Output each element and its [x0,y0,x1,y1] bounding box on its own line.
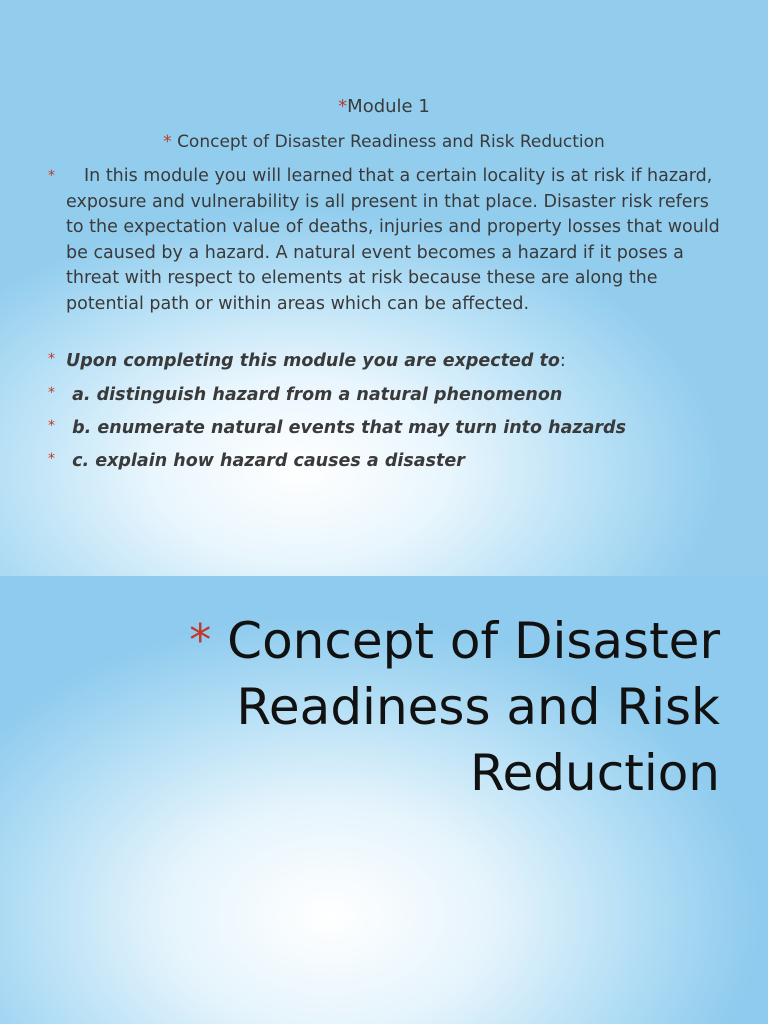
objective-item [48,418,728,438]
bullet-asterisk: * [48,418,55,434]
objectives-intro [48,351,728,371]
slide-title [0,576,768,1024]
module-heading [0,96,768,117]
slide-title-heading [80,608,720,806]
module-description [48,164,728,317]
bullet-asterisk: * [338,96,348,117]
objective-item [48,385,728,405]
title-line: Readiness and Risk [236,678,720,736]
bullet-asterisk: * [48,385,55,401]
objectives-intro-text: Upon completing this module you are expected to [66,351,560,371]
bullet-asterisk: * [163,132,172,152]
objective-item-text: c. explain how hazard causes a disaster [72,451,465,471]
module-subheading [0,132,768,152]
bullet-asterisk: * [48,351,55,367]
objective-item-text: a. distinguish hazard from a natural phenomenon [72,385,563,405]
objectives-intro-colon: : [559,351,566,371]
title-line-text: Concept of Disaster [227,612,720,670]
bullet-asterisk: * [189,615,212,666]
module-subheading-text: Concept of Disaster Readiness and Risk Reduction [177,132,605,152]
module-heading-text: Module 1 [347,96,430,117]
objective-item-text: b. enumerate natural events that may turn into hazards [72,418,626,438]
module-description-text: In this module you will learned that a certain locality is at risk if hazard, exposure and vulnerability is all present in that place. Disaster risk refers to the expectation value of deaths, injuries and property losses that would be caused by a hazard. A natural event becomes a hazard if it poses a threat with respect to elements at risk because these are along the potential path or within areas which can be affected. [66,166,720,314]
bullet-asterisk: * [48,168,55,184]
title-line [80,608,720,674]
title-line: Reduction [470,744,720,802]
objective-item [48,451,728,471]
bullet-asterisk: * [48,451,55,467]
